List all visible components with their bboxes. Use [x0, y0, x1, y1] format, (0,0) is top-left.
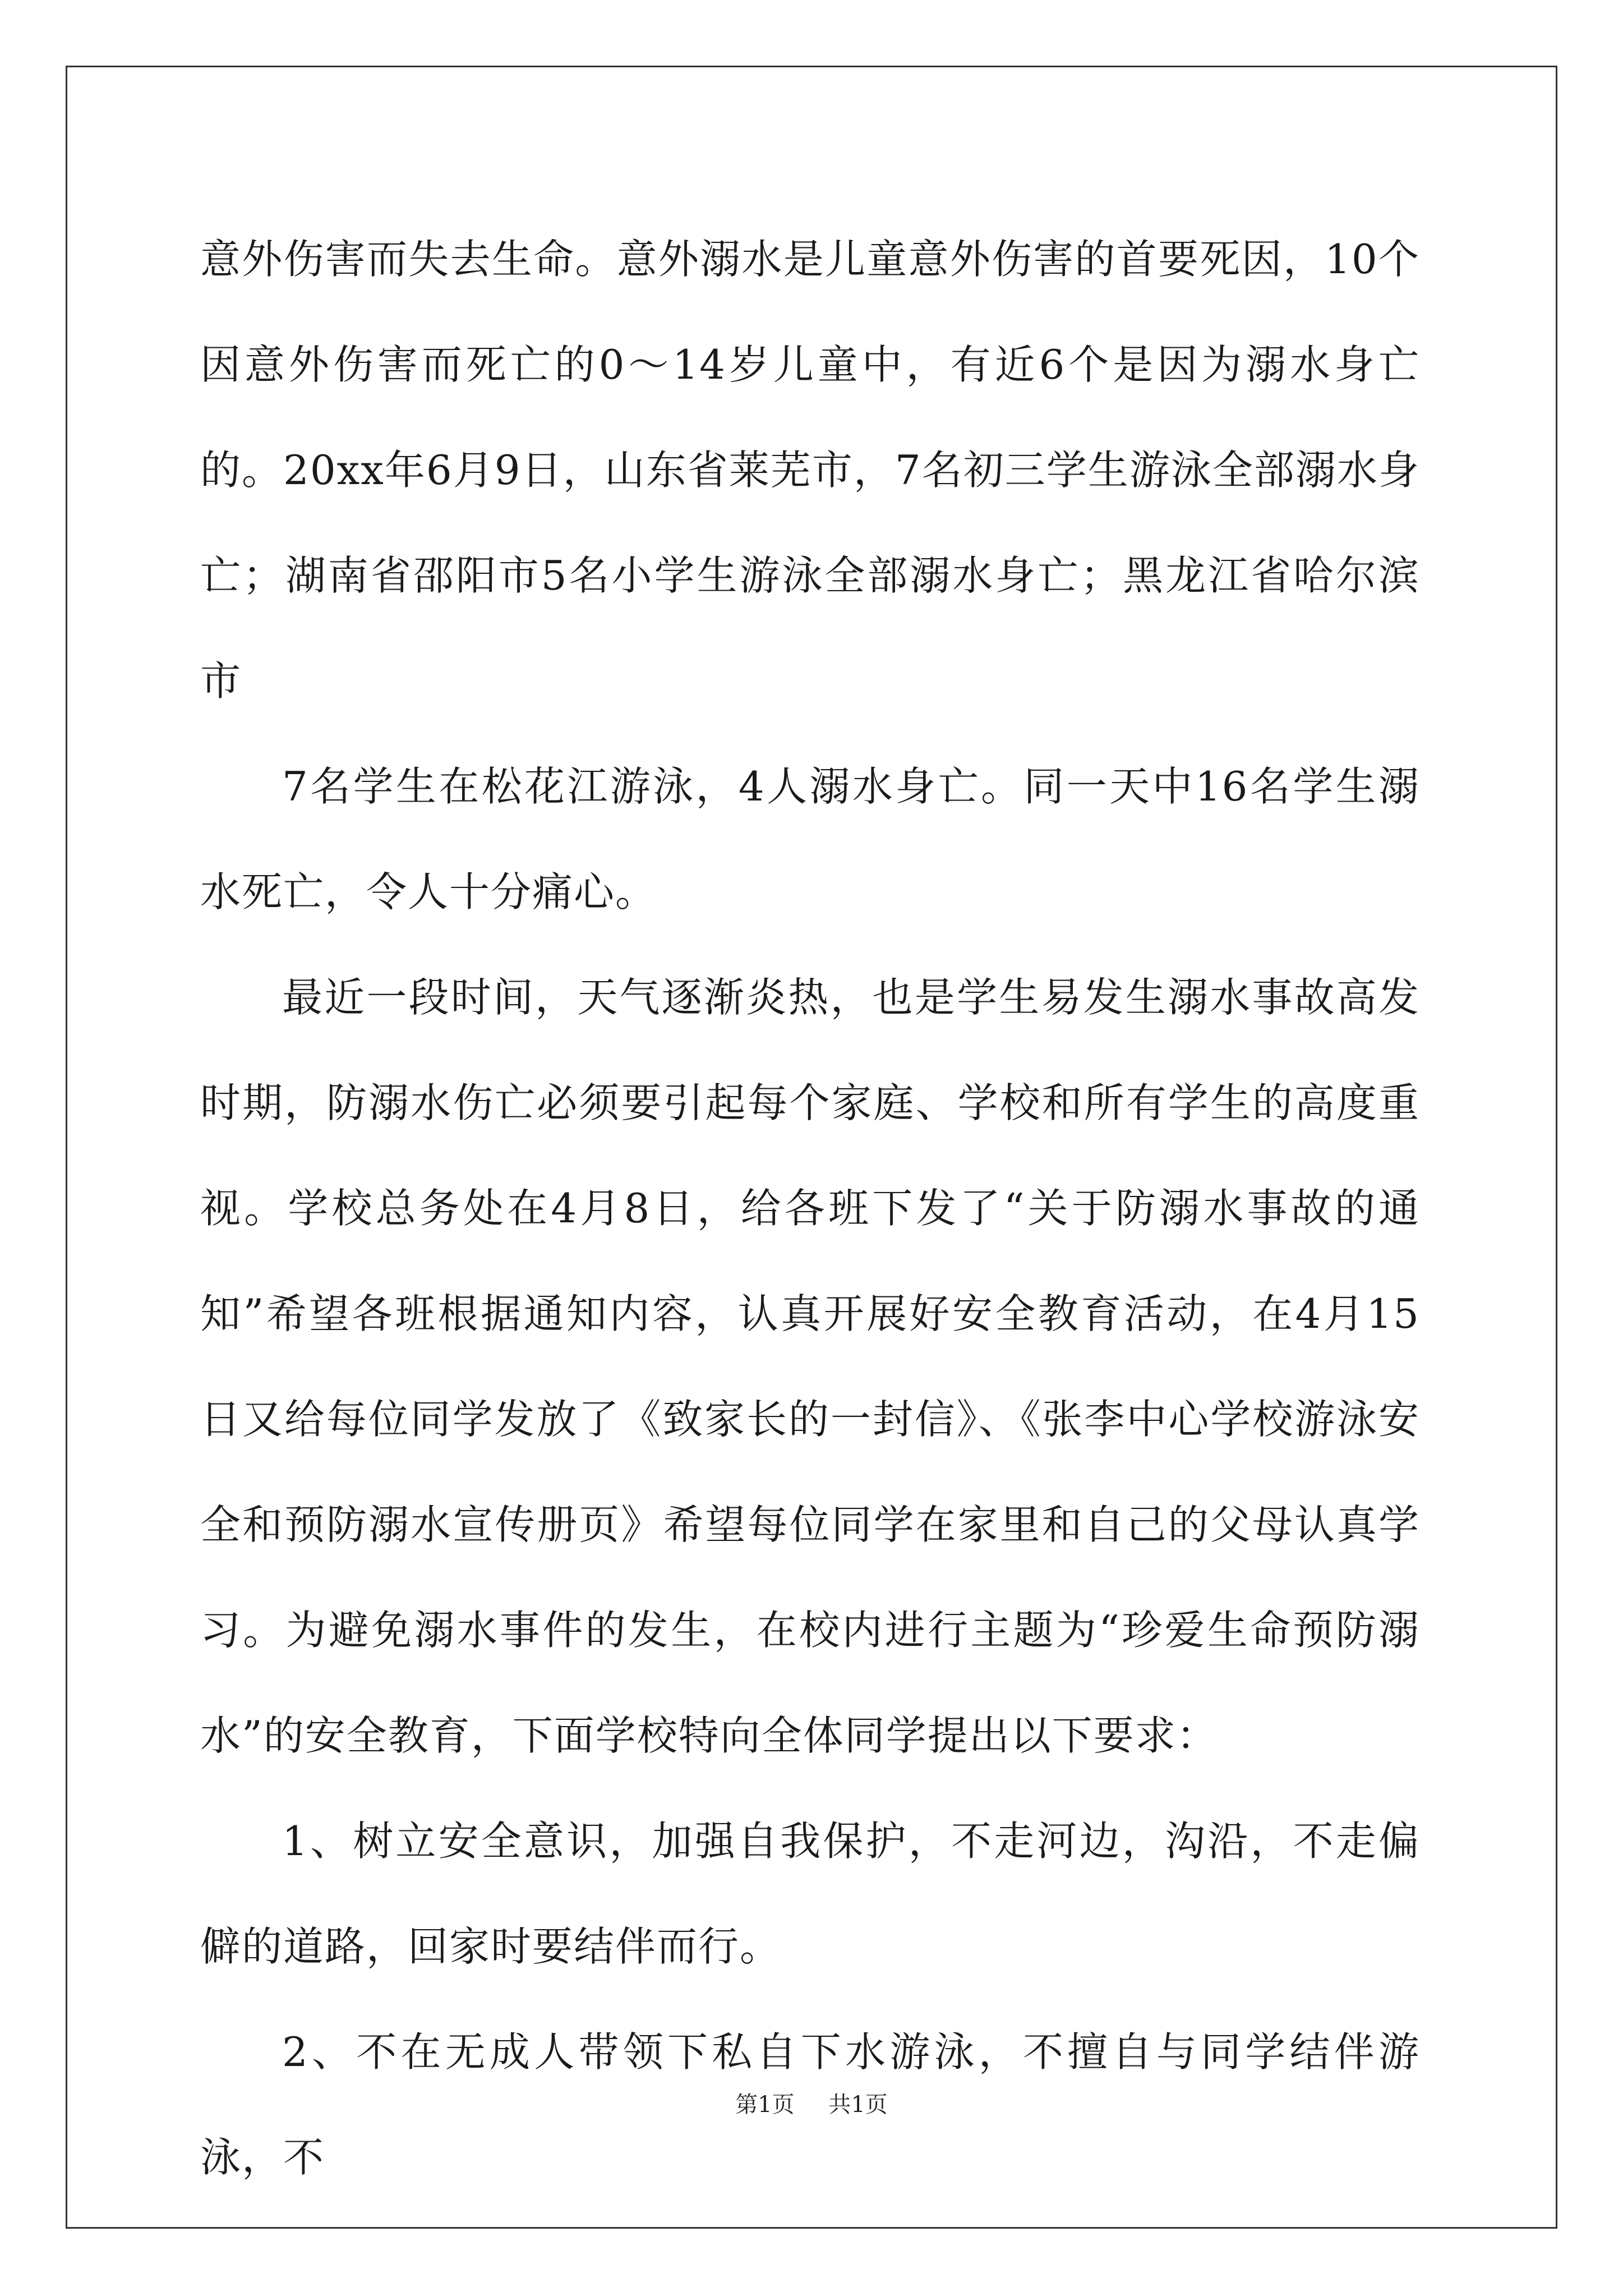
page-total: 共1页 — [828, 2092, 888, 2118]
page-number: 第1页 — [735, 2092, 795, 2118]
paragraph-4: 1、树立安全意识，加强自我保护，不走河边，沟沿，不走偏僻的道路，回家时要结伴而行。 — [200, 1818, 1420, 1970]
paragraph-3: 最近一段时间，天气逐渐炎热，也是学生易发生溺水事故高发时期，防溺水伤亡必须要引起每个家庭、学校和所有学生的高度重视。学校总务处在4月8日，给各班下发了“关于防溺水事故的通知”希望各班根据通知内容，认真开展好安全教育活动，在4月15日又给每位同学发放了《致家长的一封信》、《张李中心学校游泳安全和预防溺水宣传册页》希望每位同学在家里和自己的父母认真学习。为避免溺水事件的发生，在校内进行主题为“珍爱生命预防溺水”的安全教育，下面学校特向全体同学提出以下要求： — [200, 974, 1420, 1759]
page-footer — [0, 2091, 1623, 2118]
paragraph-1: 意外伤害而失去生命。意外溺水是儿童意外伤害的首要死因，10个因意外伤害而死亡的0～14岁儿童中，有近6个是因为溺水身亡的。20xx年6月9日，山东省莱芜市，7名初三学生游泳全部溺水身亡；湖南省邵阳市5名小学生游泳全部溺水身亡；黑龙江省哈尔滨市 — [200, 236, 1420, 705]
paragraph-2: 7名学生在松花江游泳，4人溺水身亡。同一天中16名学生溺水死亡，令人十分痛心。 — [200, 763, 1420, 915]
paragraph-5: 2、不在无成人带领下私自下水游泳，不擅自与同学结伴游泳，不 — [200, 2028, 1420, 2181]
document-body — [200, 206, 1420, 2210]
